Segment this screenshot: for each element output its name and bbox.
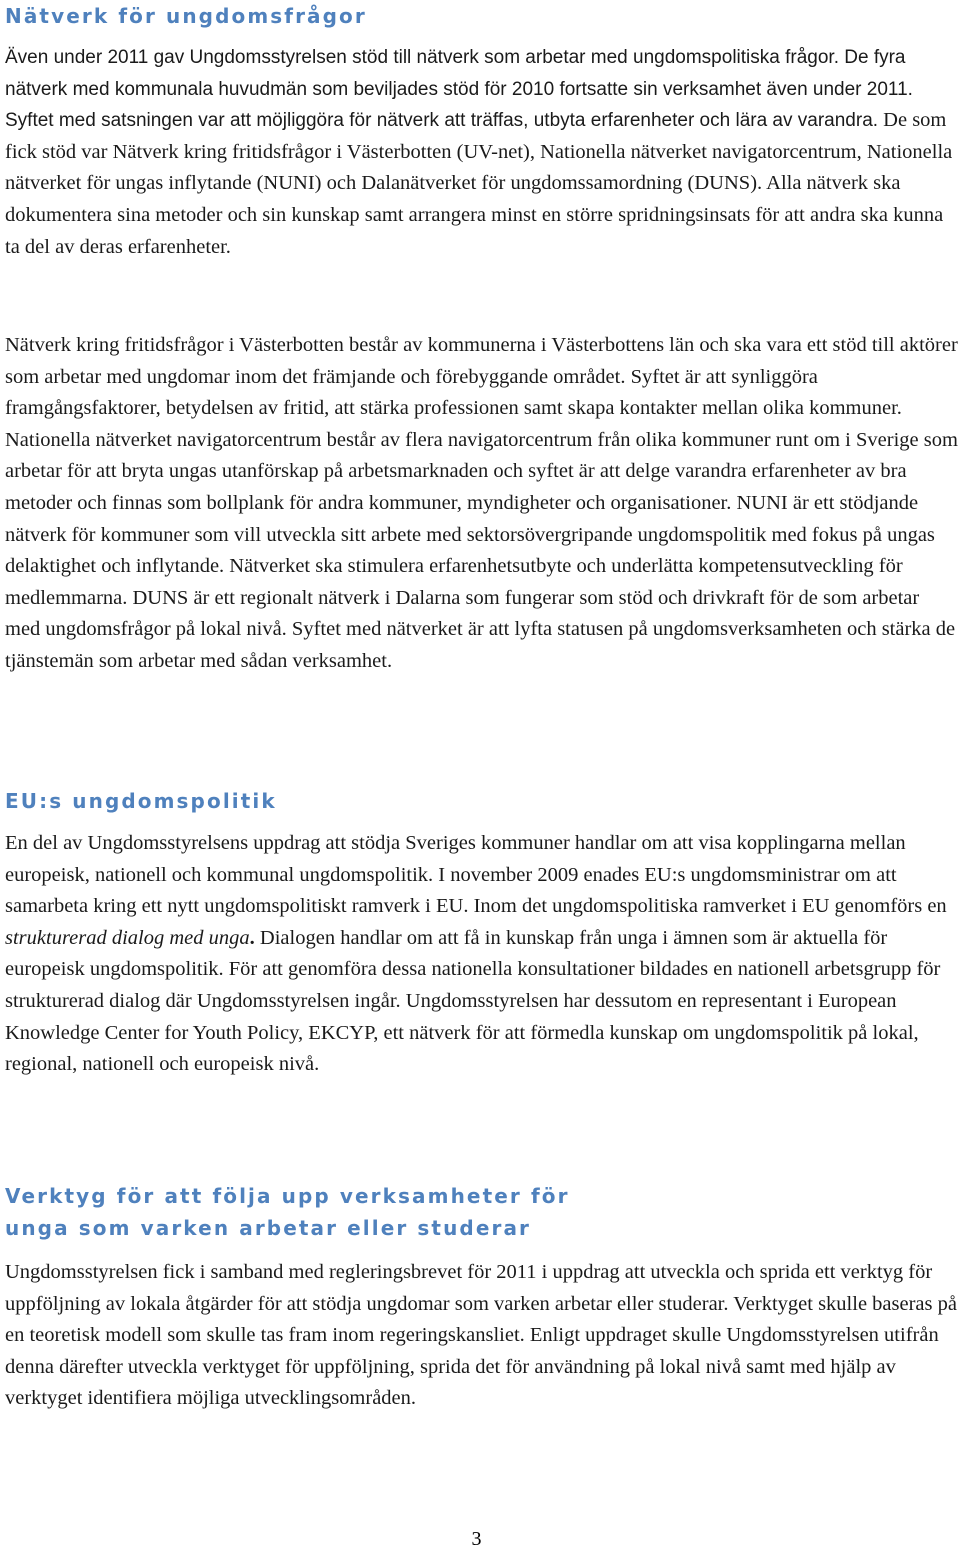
italic-term: strukturerad dialog med unga: [5, 926, 250, 949]
paragraph-sans-run: Även under 2011 gav Ungdomsstyrelsen stöd till nätverk som arbetar med ungdomspolitiska frågor. De fyra nätverk med kommunala huvudmän som beviljades stöd för 2010 fortsatte sin verksamhet även under 2011. Syftet med satsningen var att möjliggöra för nätverk att träffas, utbyta erfarenheter och lära av varandra.: [5, 47, 913, 132]
heading-line-1: Verktyg för att följa upp verksamheter för: [5, 1184, 570, 1208]
section-paragraph: Ungdomsstyrelsen fick i samband med regleringsbrevet för 2011 i uppdrag att utveckla och sprida ett verktyg för uppföljning av lokala åtgärder för att stödja ungdomar som varken arbetar eller studerar. Verktyget skulle baseras på en teoretisk modell som skulle tas fram inom regeringskansliet. Enligt uppdraget skulle Ungdomsstyrelsen utifrån denna därefter utveckla verktyget för uppföljning, sprida det för användning på lokal nivå samt med hjälp av verktyget identifiera möjliga utvecklingsområden.: [5, 1261, 957, 1410]
section-paragraph: [5, 42, 958, 263]
bold-period: .: [249, 926, 255, 949]
section-paragraph: Nätverk kring fritidsfrågor i Västerbotten består av kommunerna i Västerbottens län och ska vara ett stöd till aktörer som arbetar med ungdomar inom det främjande och förebyggande området. Syftet är att synliggöra framgångsfaktorer, betydelsen av fritid, att stärka professionen samt skapa kontakter mellan olika kommuner. Nationella nätverket navigatorcentrum består av flera navigatorcentrum från olika kommuner runt om i Sverige som arbetar för att bryta ungas utanförskap på arbetsmarknaden och syftet är att delge varandra erfarenheter av bra metoder och finnas som bollplank för andra kommuner, myndigheter och organisationer. NUNI är ett stödjande nätverk för kommuner som vill utveckla sitt arbete med sektorsövergripande ungdomspolitik med fokus på ungas delaktighet och inflytande. Nätverket ska stimulera erfarenhetsutbyte och underlätta kompetensutveckling för medlemmarna. DUNS är ett regionalt nätverk i Dalarna som fungerar som stöd och drivkraft för de som arbetar med ungdomsfrågor på lokal nivå. Syftet med nätverket är att lyfta statusen på ungdomsverksamheten och stärka de tjänstemän som arbetar med sådan verksamhet.: [5, 334, 958, 672]
paragraph-run: Dialogen handlar om att få in kunskap från unga i ämnen som är aktuella för europeisk ungdomspolitik. För att genomföra dessa nationella konsultationer bildades en nationell arbetsgrupp för strukturerad dialog där Ungdomsstyrelsen ingår. Ungdomsstyrelsen har dessutom en representant i European Knowledge Center for Youth Policy, EKCYP, ett nätverk för att förmedla kunskap om ungdomspolitik på lokal, regional, nationell och europeisk nivå.: [5, 926, 941, 1076]
heading-line-2: unga som varken arbetar eller studerar: [5, 1216, 532, 1240]
paragraph-run: En del av Ungdomsstyrelsens uppdrag att stödja Sveriges kommuner handlar om att visa kopplingarna mellan europeisk, nationell och kommunal ungdomspolitik. I november 2009 enades EU:s ungdomsministrar om att samarbeta kring ett nytt ungdomspolitiskt ramverk i EU. Inom det ungdomspolitiska ramverket i EU genomförs en: [5, 832, 947, 918]
paragraph-serif-run: De som fick stöd var Nätverk kring fritidsfrågor i Västerbotten (UV-net), Nationella nätverket navigatorcentrum, Nationella nätverket för ungas inflytande (NUNI) och Dalanätverket för ungdomssamordning (DUNS). Alla nätverk ska dokumentera sina metoder och sin kunskap samt arrangera minst en större spridningsinsats för att andra ska kunna ta del av deras erfarenheter.: [5, 109, 953, 258]
section-heading-eu: EU:s ungdomspolitik: [5, 789, 277, 813]
section-paragraph: [5, 828, 958, 1081]
section-heading-natverk: Nätverk för ungdomsfrågor: [5, 4, 367, 28]
section-heading-verktyg: [5, 1180, 570, 1244]
page-number: 3: [471, 1528, 482, 1550]
